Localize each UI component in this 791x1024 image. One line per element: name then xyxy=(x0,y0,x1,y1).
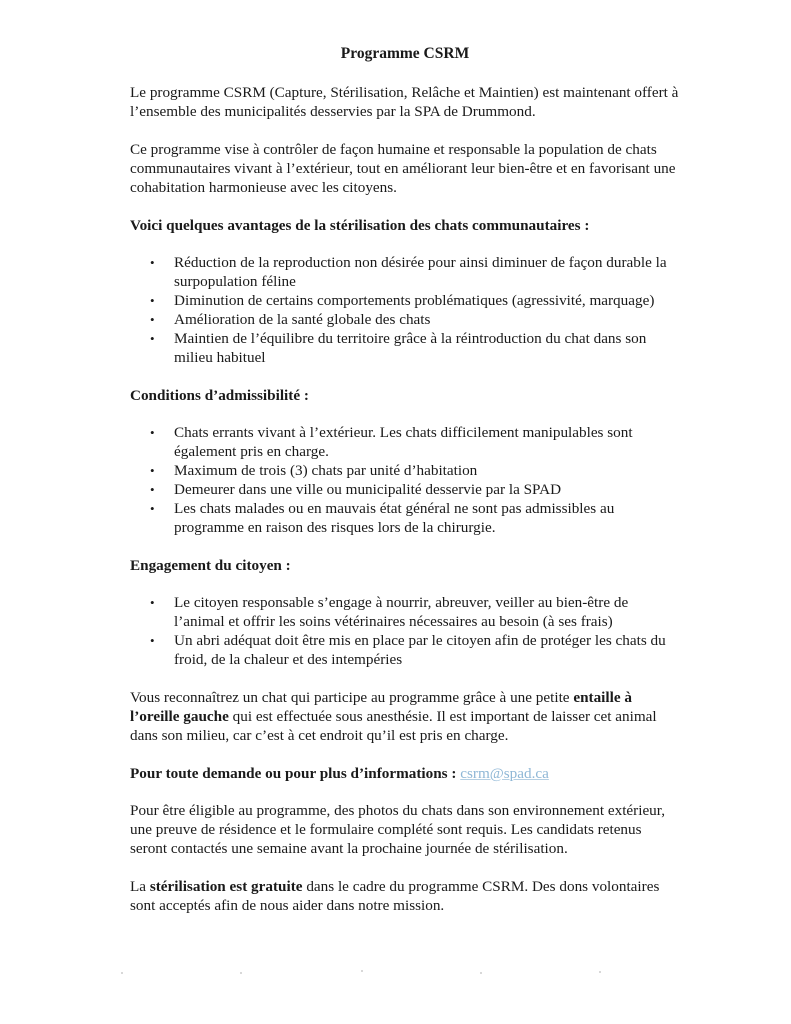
bullet-icon: • xyxy=(150,595,155,610)
bullet-icon: • xyxy=(150,463,155,478)
list-item: • Chats errants vivant à l’extérieur. Les chats difficilement manipulables sont également pris en charge. xyxy=(150,424,633,460)
list-item: • Le citoyen responsable s’engage à nourrir, abreuver, veiller au bien-être de l’animal et offrir les soins vétérinaires nécessaires au besoin (à ses frais) xyxy=(150,594,629,630)
scan-artifact xyxy=(599,971,601,973)
bullet-icon: • xyxy=(150,331,155,346)
bullet-icon: • xyxy=(150,312,155,327)
list-item: • Un abri adéquat doit être mis en place par le citoyen afin de protéger les chats du froid, de la chaleur et des intempéries xyxy=(150,632,666,668)
bullet-icon: • xyxy=(150,255,155,270)
list-item: • Maximum de trois (3) chats par unité d’habitation xyxy=(150,462,478,479)
bullet-icon: • xyxy=(150,501,155,516)
scan-artifact xyxy=(480,972,482,974)
ear-notch-emphasis: entaille à l’oreille gauche xyxy=(130,689,632,725)
free-sterilization-paragraph: La stérilisation est gratuite dans le cadre du programme CSRM. Des dons volontaires sont acceptés afin de nous aider dans notre mission. xyxy=(130,878,660,914)
contact-line xyxy=(130,764,680,783)
bullet-icon: • xyxy=(150,425,155,440)
requirements-paragraph: Pour être éligible au programme, des photos du chats dans son environnement extérieur, une preuve de résidence et le formulaire complété sont requis. Les candidats retenus seront contactés une semaine avant la prochaine journée de stérilisation. xyxy=(130,802,666,857)
document-page xyxy=(130,44,680,934)
list-item: • Demeurer dans une ville ou municipalité desservie par la SPAD xyxy=(150,481,562,498)
email-link[interactable]: csrm@spad.ca xyxy=(460,765,549,782)
eligibility-heading: Conditions d’admissibilité : xyxy=(130,387,309,404)
purpose-paragraph: Ce programme vise à contrôler de façon humaine et responsable la population de chats communautaires vivant à l’extérieur, tout en améliorant leur bien-être et en favorisant une cohabitation harmonieuse avec les citoyens. xyxy=(130,141,676,196)
commitment-heading: Engagement du citoyen : xyxy=(130,557,291,574)
list-item: • Les chats malades ou en mauvais état général ne sont pas admissibles au programme en raison des risques lors de la chirurgie. xyxy=(150,500,615,536)
list-item: • Réduction de la reproduction non désirée pour ainsi diminuer de façon durable la surpopulation féline xyxy=(150,254,667,290)
ear-notch-paragraph: Vous reconnaîtrez un chat qui participe au programme grâce à une petite entaille à l’oreille gauche qui est effectuée sous anesthésie. Il est important de laisser cet animal dans son milieu, car c’est à cet endroit qu’il est pris en charge. xyxy=(130,689,657,744)
intro-paragraph: Le programme CSRM (Capture, Stérilisation, Relâche et Maintien) est maintenant offert à l’ensemble des municipalités desservies par la SPA de Drummond. xyxy=(130,84,679,120)
bullet-icon: • xyxy=(150,633,155,648)
scan-artifact xyxy=(361,970,363,972)
scan-artifact xyxy=(121,972,123,974)
scan-artifact xyxy=(240,972,242,974)
free-emphasis: stérilisation est gratuite xyxy=(149,878,303,895)
bullet-icon: • xyxy=(150,482,155,497)
eligibility-list xyxy=(130,423,680,537)
list-item: • Amélioration de la santé globale des chats xyxy=(150,311,431,328)
list-item: • Maintien de l’équilibre du territoire grâce à la réintroduction du chat dans son milieu habituel xyxy=(150,330,647,366)
advantages-heading: Voici quelques avantages de la stérilisation des chats communautaires : xyxy=(130,217,590,234)
advantages-list xyxy=(130,253,680,367)
commitment-list xyxy=(130,593,680,669)
document-title: Programme CSRM xyxy=(340,45,470,62)
bullet-icon: • xyxy=(150,293,155,308)
list-item: • Diminution de certains comportements problématiques (agressivité, marquage) xyxy=(150,292,655,309)
contact-label: Pour toute demande ou pour plus d’informations : xyxy=(130,765,461,782)
